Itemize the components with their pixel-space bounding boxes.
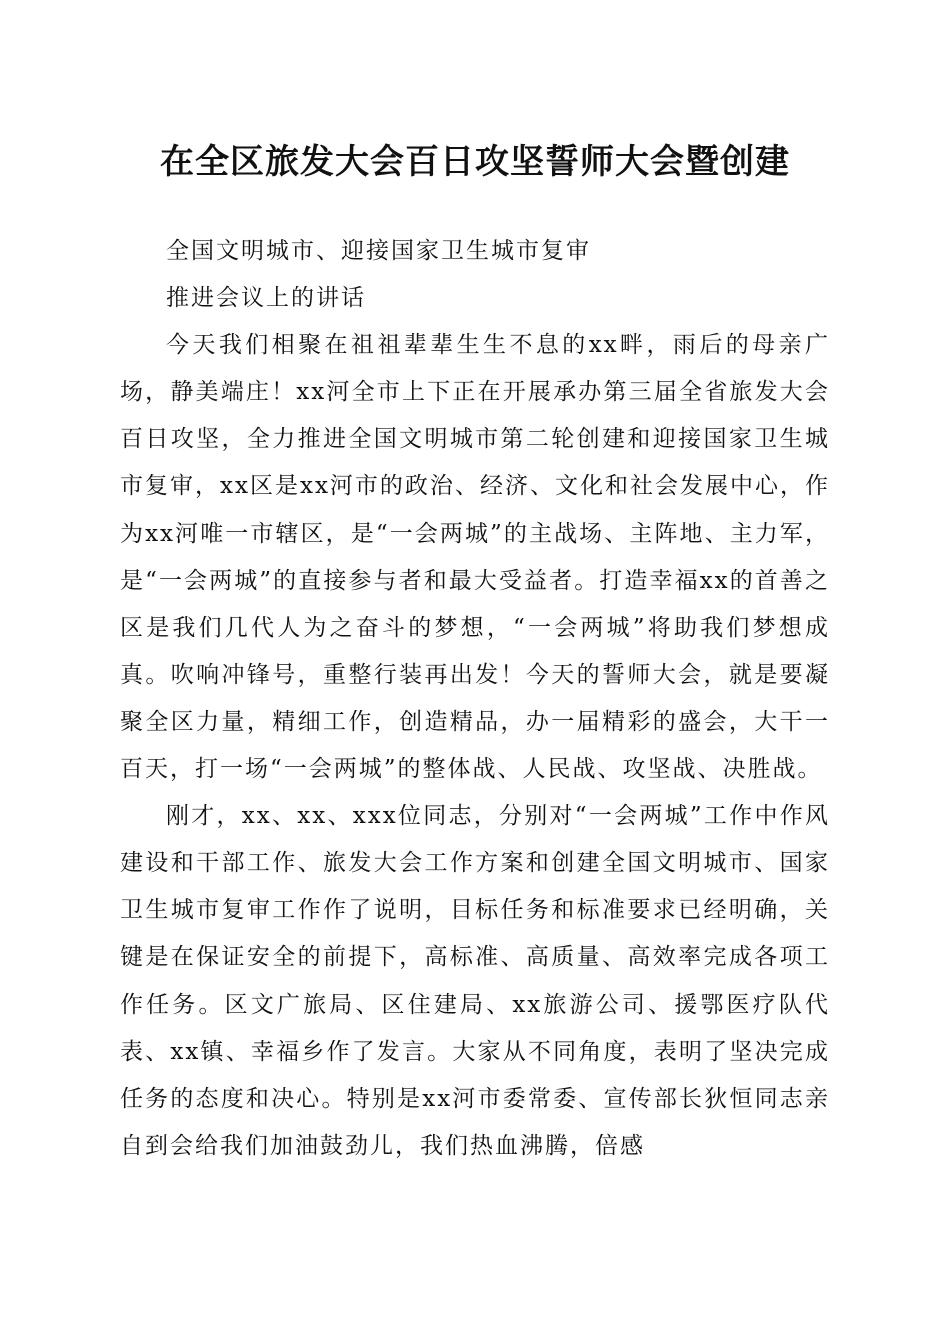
- body-paragraph: 刚才，xx、xx、xxx位同志，分别对“一会两城”工作中作风建设和干部工作、旅发大会工作方案和创建全国文明城市、国家卫生城市复审工作作了说明，目标任务和标准要求已经明确，关键是在保证安全的前提下，高标准、高质量、高效率完成各项工作任务。区文广旅局、区住建局、xx旅游公司、援鄂医疗队代表、xx镇、幸福乡作了发言。大家从不同角度，表明了坚决完成任务的态度和决心。特别是xx河市委常委、宣传部长狄恒同志亲自到会给我们加油鼓劲儿，我们热血沸腾，倍感: [120, 803, 830, 1159]
- body-paragraph: 今天我们相聚在祖祖辈辈生生不息的xx畔，雨后的母亲广场，静美端庄！xx河全市上下正在开展承办第三届全省旅发大会百日攻坚，全力推进全国文明城市第二轮创建和迎接国家卫生城市复审，xx区是xx河市的政治、经济、文化和社会发展中心，作为xx河唯一市辖区，是“一会两城”的主战场、主阵地、主力军，是“一会两城”的直接参与者和最大受益者。打造幸福xx的首善之区是我们几代人为之奋斗的梦想，“一会两城”将助我们梦想成真。吹响冲锋号，重整行装再出发！今天的誓师大会，就是要凝聚全区力量，精细工作，创造精品，办一届精彩的盛会，大干一百天，打一场“一会两城”的整体战、人民战、攻坚战、决胜战。: [120, 332, 830, 783]
- document-body: [120, 228, 830, 1170]
- subtitle-line: 全国文明城市、迎接国家卫生城市复审: [166, 238, 591, 264]
- document-title: 在全区旅发大会百日攻坚誓师大会暨创建: [160, 142, 790, 182]
- subtitle-line: 推进会议上的讲话: [166, 285, 366, 312]
